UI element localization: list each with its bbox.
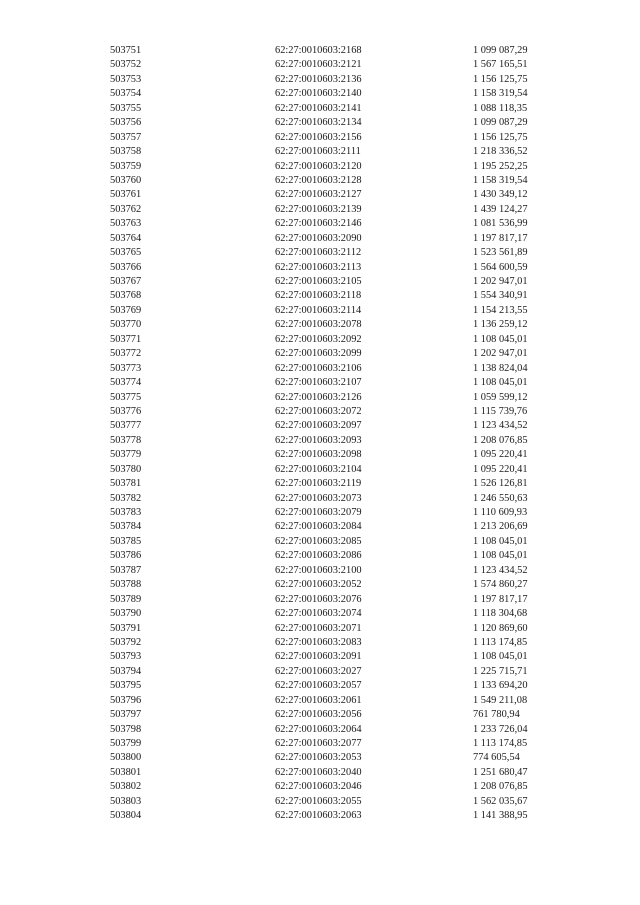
cadastral-number-cell: 62:27:0010603:2086 bbox=[275, 550, 362, 562]
cadastral-number-cell: 62:27:0010603:2090 bbox=[275, 232, 362, 244]
cadastral-value-cell: 774 605,54 bbox=[473, 752, 520, 764]
cadastral-value-cell: 1 154 213,55 bbox=[473, 304, 528, 316]
cadastral-number-cell: 62:27:0010603:2168 bbox=[275, 45, 362, 56]
record-id-cell: 503772 bbox=[110, 348, 142, 360]
record-id-cell: 503803 bbox=[110, 795, 142, 807]
table-row bbox=[0, 492, 640, 506]
cadastral-number-cell: 62:27:0010603:2112 bbox=[275, 247, 362, 259]
table-row bbox=[0, 188, 640, 202]
record-id-cell: 503782 bbox=[110, 492, 142, 504]
cadastral-value-cell: 761 780,94 bbox=[473, 709, 520, 721]
table-row bbox=[0, 391, 640, 405]
cadastral-value-cell: 1 108 045,01 bbox=[473, 377, 528, 389]
cadastral-number-cell: 62:27:0010603:2113 bbox=[275, 261, 362, 273]
table-row bbox=[0, 434, 640, 448]
record-id-cell: 503756 bbox=[110, 117, 142, 129]
cadastral-value-cell: 1 523 561,89 bbox=[473, 247, 528, 259]
table-row bbox=[0, 766, 640, 780]
table-row bbox=[0, 73, 640, 87]
table-row bbox=[0, 246, 640, 260]
cadastral-value-cell: 1 439 124,27 bbox=[473, 203, 528, 215]
table-row bbox=[0, 665, 640, 679]
cadastral-value-cell: 1 108 045,01 bbox=[473, 651, 528, 663]
cadastral-value-cell: 1 246 550,63 bbox=[473, 492, 528, 504]
cadastral-value-cell: 1 158 319,54 bbox=[473, 88, 528, 100]
table-row bbox=[0, 463, 640, 477]
record-id-cell: 503753 bbox=[110, 73, 142, 85]
table-row bbox=[0, 405, 640, 419]
cadastral-value-cell: 1 095 220,41 bbox=[473, 463, 528, 475]
record-id-cell: 503759 bbox=[110, 160, 142, 172]
cadastral-value-cell: 1 208 076,85 bbox=[473, 781, 528, 793]
cadastral-number-cell: 62:27:0010603:2063 bbox=[275, 810, 362, 822]
cadastral-number-cell: 62:27:0010603:2053 bbox=[275, 752, 362, 764]
record-id-cell: 503799 bbox=[110, 738, 142, 749]
table-row bbox=[0, 708, 640, 722]
table-row bbox=[0, 160, 640, 174]
table-row bbox=[0, 347, 640, 361]
cadastral-number-cell: 62:27:0010603:2141 bbox=[275, 102, 362, 114]
cadastral-number-cell: 62:27:0010603:2121 bbox=[275, 59, 362, 71]
cadastral-number-cell: 62:27:0010603:2136 bbox=[275, 73, 362, 85]
table-row bbox=[0, 477, 640, 491]
cadastral-value-cell: 1 123 434,52 bbox=[473, 564, 528, 576]
cadastral-number-cell: 62:27:0010603:2079 bbox=[275, 507, 362, 518]
table-row bbox=[0, 217, 640, 231]
cadastral-number-cell: 62:27:0010603:2120 bbox=[275, 160, 362, 172]
cadastral-number-cell: 62:27:0010603:2052 bbox=[275, 579, 362, 591]
table-row bbox=[0, 809, 640, 823]
cadastral-number-cell: 62:27:0010603:2092 bbox=[275, 333, 362, 345]
cadastral-value-cell: 1 526 126,81 bbox=[473, 478, 528, 490]
cadastral-value-cell: 1 136 259,12 bbox=[473, 319, 528, 331]
cadastral-number-cell: 62:27:0010603:2061 bbox=[275, 694, 362, 706]
cadastral-number-cell: 62:27:0010603:2046 bbox=[275, 781, 362, 793]
cadastral-number-cell: 62:27:0010603:2099 bbox=[275, 348, 362, 360]
record-id-cell: 503802 bbox=[110, 781, 142, 793]
cadastral-number-cell: 62:27:0010603:2111 bbox=[275, 146, 361, 158]
record-id-cell: 503774 bbox=[110, 377, 142, 389]
cadastral-value-cell: 1 158 319,54 bbox=[473, 174, 528, 186]
cadastral-number-cell: 62:27:0010603:2105 bbox=[275, 276, 362, 287]
cadastral-number-cell: 62:27:0010603:2097 bbox=[275, 420, 362, 432]
record-id-cell: 503768 bbox=[110, 290, 142, 302]
cadastral-value-cell: 1 141 388,95 bbox=[473, 810, 528, 822]
record-id-cell: 503795 bbox=[110, 680, 142, 692]
cadastral-number-cell: 62:27:0010603:2040 bbox=[275, 766, 362, 778]
table-row bbox=[0, 607, 640, 621]
table-row bbox=[0, 723, 640, 737]
table-row bbox=[0, 549, 640, 563]
table-row bbox=[0, 116, 640, 130]
cadastral-number-cell: 62:27:0010603:2126 bbox=[275, 391, 362, 403]
table-row bbox=[0, 448, 640, 462]
record-id-cell: 503770 bbox=[110, 319, 142, 331]
record-id-cell: 503757 bbox=[110, 131, 142, 143]
table-row bbox=[0, 44, 640, 58]
record-id-cell: 503762 bbox=[110, 203, 142, 215]
table-row bbox=[0, 232, 640, 246]
cadastral-number-cell: 62:27:0010603:2093 bbox=[275, 434, 362, 446]
record-id-cell: 503778 bbox=[110, 434, 142, 446]
cadastral-value-cell: 1 095 220,41 bbox=[473, 449, 528, 461]
cadastral-value-cell: 1 554 340,91 bbox=[473, 290, 528, 302]
data-table bbox=[0, 44, 640, 824]
record-id-cell: 503766 bbox=[110, 261, 142, 273]
record-id-cell: 503785 bbox=[110, 535, 142, 547]
record-id-cell: 503804 bbox=[110, 810, 142, 822]
cadastral-value-cell: 1 233 726,04 bbox=[473, 723, 528, 735]
cadastral-number-cell: 62:27:0010603:2139 bbox=[275, 203, 362, 215]
cadastral-value-cell: 1 430 349,12 bbox=[473, 189, 528, 201]
cadastral-number-cell: 62:27:0010603:2071 bbox=[275, 622, 362, 634]
table-row bbox=[0, 261, 640, 275]
cadastral-number-cell: 62:27:0010603:2156 bbox=[275, 131, 362, 143]
cadastral-value-cell: 1 218 336,52 bbox=[473, 146, 528, 158]
record-id-cell: 503776 bbox=[110, 405, 142, 417]
record-id-cell: 503787 bbox=[110, 564, 142, 576]
cadastral-value-cell: 1 208 076,85 bbox=[473, 434, 528, 446]
cadastral-number-cell: 62:27:0010603:2083 bbox=[275, 636, 362, 648]
cadastral-number-cell: 62:27:0010603:2073 bbox=[275, 492, 362, 504]
cadastral-number-cell: 62:27:0010603:2098 bbox=[275, 449, 362, 461]
record-id-cell: 503794 bbox=[110, 665, 142, 677]
table-row bbox=[0, 376, 640, 390]
cadastral-number-cell: 62:27:0010603:2064 bbox=[275, 723, 362, 735]
table-row bbox=[0, 535, 640, 549]
cadastral-value-cell: 1 059 599,12 bbox=[473, 391, 528, 403]
cadastral-number-cell: 62:27:0010603:2140 bbox=[275, 88, 362, 100]
table-row bbox=[0, 58, 640, 72]
cadastral-value-cell: 1 197 817,17 bbox=[473, 593, 528, 605]
record-id-cell: 503760 bbox=[110, 174, 142, 186]
cadastral-number-cell: 62:27:0010603:2078 bbox=[275, 319, 362, 331]
table-row bbox=[0, 145, 640, 159]
cadastral-number-cell: 62:27:0010603:2084 bbox=[275, 521, 362, 533]
record-id-cell: 503800 bbox=[110, 752, 142, 764]
cadastral-number-cell: 62:27:0010603:2104 bbox=[275, 463, 362, 475]
table-row bbox=[0, 520, 640, 534]
cadastral-value-cell: 1 138 824,04 bbox=[473, 362, 528, 374]
record-id-cell: 503789 bbox=[110, 593, 142, 605]
cadastral-value-cell: 1 133 694,20 bbox=[473, 680, 528, 692]
record-id-cell: 503755 bbox=[110, 102, 142, 114]
record-id-cell: 503777 bbox=[110, 420, 142, 432]
record-id-cell: 503793 bbox=[110, 651, 142, 663]
cadastral-number-cell: 62:27:0010603:2057 bbox=[275, 680, 362, 692]
record-id-cell: 503758 bbox=[110, 146, 142, 158]
table-row bbox=[0, 751, 640, 765]
record-id-cell: 503783 bbox=[110, 507, 142, 518]
cadastral-value-cell: 1 088 118,35 bbox=[473, 102, 528, 114]
table-row bbox=[0, 780, 640, 794]
table-row bbox=[0, 679, 640, 693]
table-row bbox=[0, 564, 640, 578]
cadastral-value-cell: 1 118 304,68 bbox=[473, 608, 528, 620]
table-row bbox=[0, 87, 640, 101]
record-id-cell: 503767 bbox=[110, 276, 142, 287]
cadastral-value-cell: 1 081 536,99 bbox=[473, 218, 528, 230]
record-id-cell: 503798 bbox=[110, 723, 142, 735]
cadastral-value-cell: 1 195 252,25 bbox=[473, 160, 528, 172]
record-id-cell: 503788 bbox=[110, 579, 142, 591]
cadastral-value-cell: 1 113 174,85 bbox=[473, 738, 528, 749]
record-id-cell: 503780 bbox=[110, 463, 142, 475]
cadastral-value-cell: 1 099 087,29 bbox=[473, 45, 528, 56]
table-row bbox=[0, 275, 640, 289]
cadastral-number-cell: 62:27:0010603:2091 bbox=[275, 651, 362, 663]
record-id-cell: 503752 bbox=[110, 59, 142, 71]
record-id-cell: 503764 bbox=[110, 232, 142, 244]
table-row bbox=[0, 795, 640, 809]
cadastral-value-cell: 1 202 947,01 bbox=[473, 348, 528, 360]
cadastral-value-cell: 1 108 045,01 bbox=[473, 333, 528, 345]
record-id-cell: 503769 bbox=[110, 304, 142, 316]
record-id-cell: 503775 bbox=[110, 391, 142, 403]
cadastral-number-cell: 62:27:0010603:2027 bbox=[275, 665, 362, 677]
table-row bbox=[0, 304, 640, 318]
cadastral-number-cell: 62:27:0010603:2114 bbox=[275, 304, 362, 316]
cadastral-value-cell: 1 562 035,67 bbox=[473, 795, 528, 807]
cadastral-number-cell: 62:27:0010603:2076 bbox=[275, 593, 362, 605]
table-row bbox=[0, 650, 640, 664]
cadastral-value-cell: 1 099 087,29 bbox=[473, 117, 528, 129]
cadastral-value-cell: 1 113 174,85 bbox=[473, 636, 528, 648]
cadastral-value-cell: 1 564 600,59 bbox=[473, 261, 528, 273]
table-row bbox=[0, 174, 640, 188]
table-row bbox=[0, 506, 640, 520]
cadastral-value-cell: 1 110 609,93 bbox=[473, 507, 528, 518]
table-row bbox=[0, 694, 640, 708]
table-row bbox=[0, 203, 640, 217]
cadastral-value-cell: 1 123 434,52 bbox=[473, 420, 528, 432]
cadastral-number-cell: 62:27:0010603:2074 bbox=[275, 608, 362, 620]
record-id-cell: 503773 bbox=[110, 362, 142, 374]
cadastral-number-cell: 62:27:0010603:2146 bbox=[275, 218, 362, 230]
cadastral-number-cell: 62:27:0010603:2107 bbox=[275, 377, 362, 389]
record-id-cell: 503790 bbox=[110, 608, 142, 620]
record-id-cell: 503796 bbox=[110, 694, 142, 706]
cadastral-number-cell: 62:27:0010603:2106 bbox=[275, 362, 362, 374]
table-row bbox=[0, 737, 640, 751]
record-id-cell: 503784 bbox=[110, 521, 142, 533]
table-row bbox=[0, 333, 640, 347]
record-id-cell: 503761 bbox=[110, 189, 142, 201]
table-row bbox=[0, 593, 640, 607]
cadastral-number-cell: 62:27:0010603:2118 bbox=[275, 290, 362, 302]
table-row bbox=[0, 419, 640, 433]
cadastral-number-cell: 62:27:0010603:2128 bbox=[275, 174, 362, 186]
record-id-cell: 503765 bbox=[110, 247, 142, 259]
cadastral-value-cell: 1 202 947,01 bbox=[473, 276, 528, 287]
table-row bbox=[0, 318, 640, 332]
table-row bbox=[0, 636, 640, 650]
cadastral-number-cell: 62:27:0010603:2072 bbox=[275, 405, 362, 417]
cadastral-value-cell: 1 197 817,17 bbox=[473, 232, 528, 244]
cadastral-value-cell: 1 574 860,27 bbox=[473, 579, 528, 591]
cadastral-value-cell: 1 549 211,08 bbox=[473, 694, 528, 706]
table-row bbox=[0, 362, 640, 376]
record-id-cell: 503751 bbox=[110, 45, 142, 56]
record-id-cell: 503801 bbox=[110, 766, 142, 778]
record-id-cell: 503786 bbox=[110, 550, 142, 562]
cadastral-value-cell: 1 108 045,01 bbox=[473, 535, 528, 547]
cadastral-number-cell: 62:27:0010603:2100 bbox=[275, 564, 362, 576]
cadastral-value-cell: 1 251 680,47 bbox=[473, 766, 528, 778]
table-row bbox=[0, 289, 640, 303]
cadastral-value-cell: 1 108 045,01 bbox=[473, 550, 528, 562]
cadastral-number-cell: 62:27:0010603:2127 bbox=[275, 189, 362, 201]
record-id-cell: 503792 bbox=[110, 636, 142, 648]
cadastral-number-cell: 62:27:0010603:2056 bbox=[275, 709, 362, 721]
cadastral-value-cell: 1 225 715,71 bbox=[473, 665, 528, 677]
cadastral-number-cell: 62:27:0010603:2055 bbox=[275, 795, 362, 807]
record-id-cell: 503797 bbox=[110, 709, 142, 721]
table-row bbox=[0, 622, 640, 636]
record-id-cell: 503763 bbox=[110, 218, 142, 230]
cadastral-number-cell: 62:27:0010603:2119 bbox=[275, 478, 362, 490]
table-row bbox=[0, 131, 640, 145]
record-id-cell: 503791 bbox=[110, 622, 142, 634]
cadastral-value-cell: 1 567 165,51 bbox=[473, 59, 528, 71]
table-row bbox=[0, 102, 640, 116]
cadastral-value-cell: 1 115 739,76 bbox=[473, 405, 528, 417]
record-id-cell: 503754 bbox=[110, 88, 142, 100]
record-id-cell: 503781 bbox=[110, 478, 142, 490]
cadastral-value-cell: 1 156 125,75 bbox=[473, 131, 528, 143]
cadastral-number-cell: 62:27:0010603:2077 bbox=[275, 738, 362, 749]
cadastral-value-cell: 1 120 869,60 bbox=[473, 622, 528, 634]
cadastral-number-cell: 62:27:0010603:2134 bbox=[275, 117, 362, 129]
record-id-cell: 503779 bbox=[110, 449, 142, 461]
cadastral-number-cell: 62:27:0010603:2085 bbox=[275, 535, 362, 547]
cadastral-value-cell: 1 213 206,69 bbox=[473, 521, 528, 533]
record-id-cell: 503771 bbox=[110, 333, 142, 345]
cadastral-value-cell: 1 156 125,75 bbox=[473, 73, 528, 85]
table-row bbox=[0, 578, 640, 592]
